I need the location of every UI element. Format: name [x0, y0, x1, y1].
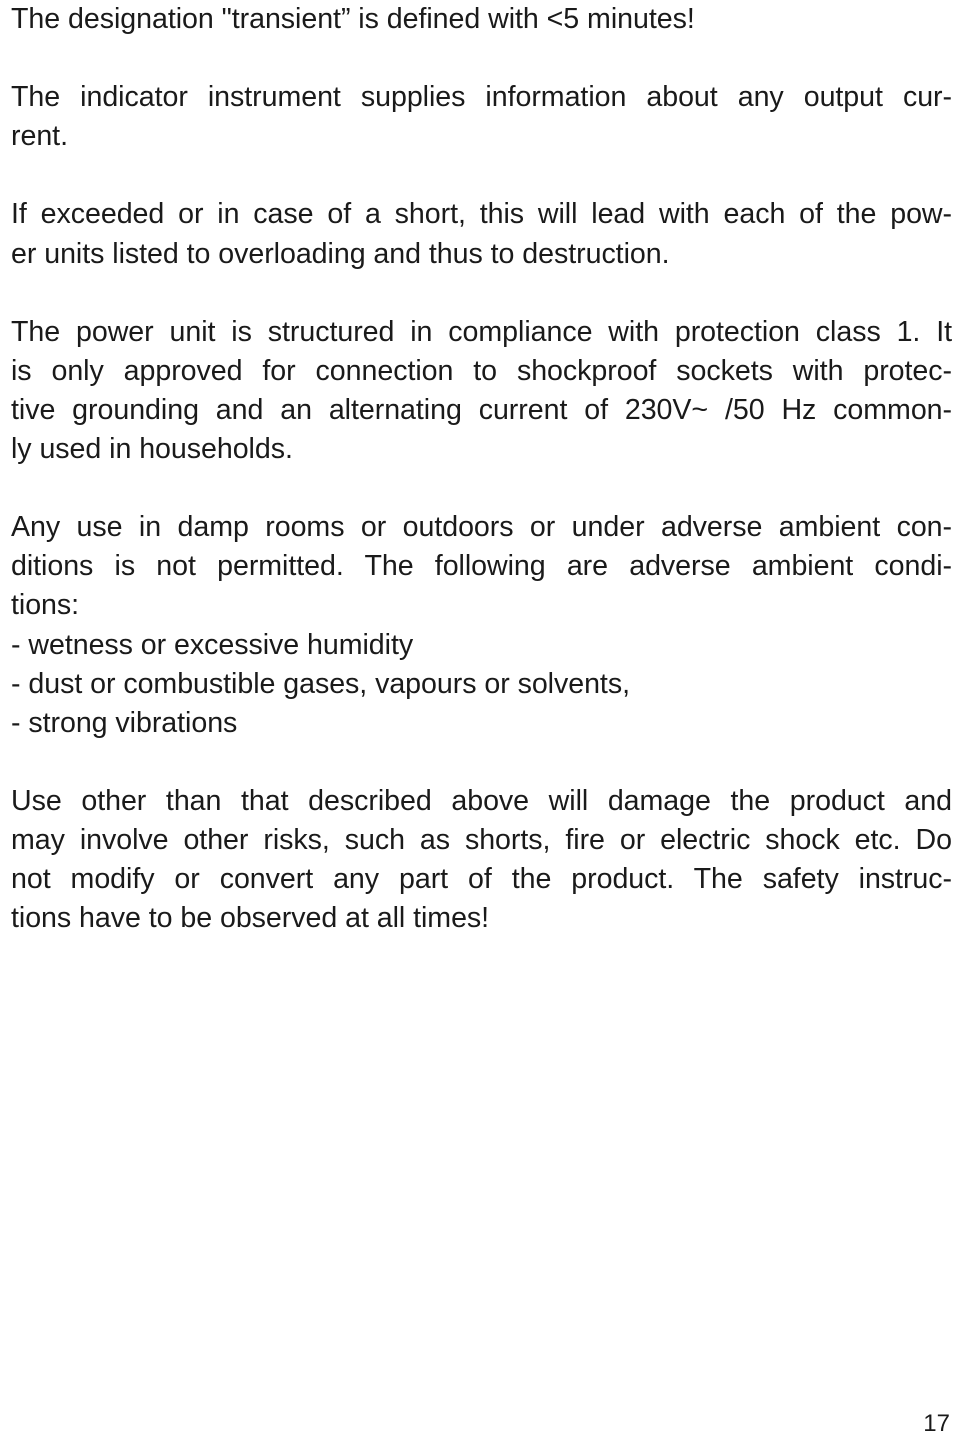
text-line: is only approved for connection to shockproof sockets with protec- [11, 354, 952, 387]
text-line: The power unit is structured in compliance with protection class 1. It [11, 315, 952, 348]
text-line: not modify or convert any part of the product. The safety instruc- [11, 863, 952, 896]
text-line: The indicator instrument supplies information about any output cur- [11, 81, 952, 114]
list-item: - wetness or excessive humidity [11, 628, 414, 661]
paragraph-adverse-conditions [11, 508, 952, 743]
paragraph-protection-class [11, 313, 952, 469]
text-line: er units listed to overloading and thus to destruction. [11, 237, 670, 270]
text-line: rent. [11, 120, 68, 153]
text-line: tions have to be observed at all times! [11, 902, 490, 935]
list-item: - dust or combustible gases, vapours or solvents, [11, 667, 630, 700]
text-line: ditions is not permitted. The following are adverse ambient condi- [11, 550, 952, 583]
text-line: Use other than that described above will damage the product and [11, 784, 952, 817]
text-line: Any use in damp rooms or outdoors or under adverse ambient con- [11, 511, 952, 544]
paragraph-gap [11, 743, 952, 782]
paragraph-overload-warning [11, 195, 952, 273]
manual-page-body [11, 0, 952, 938]
paragraph-gap [11, 274, 952, 313]
paragraph-gap [11, 156, 952, 195]
text-line: The designation "transient” is defined with <5 minutes! [11, 3, 695, 35]
paragraph-gap [11, 469, 952, 508]
paragraph-indicator-instrument [11, 78, 952, 156]
page-number: 17 [923, 1410, 950, 1437]
text-line: may involve other risks, such as shorts, fire or electric shock etc. Do [11, 823, 952, 856]
text-line: tive grounding and an alternating current of 230V~ /50 Hz common- [11, 393, 952, 426]
paragraph-gap [11, 39, 952, 78]
paragraph-safety-instructions [11, 782, 952, 938]
text-line: tions: [11, 589, 80, 622]
text-line: If exceeded or in case of a short, this will lead with each of the pow- [11, 198, 952, 231]
list-item: - strong vibrations [11, 706, 238, 739]
text-line: ly used in households. [11, 433, 293, 466]
paragraph-transient-definition [11, 0, 952, 39]
